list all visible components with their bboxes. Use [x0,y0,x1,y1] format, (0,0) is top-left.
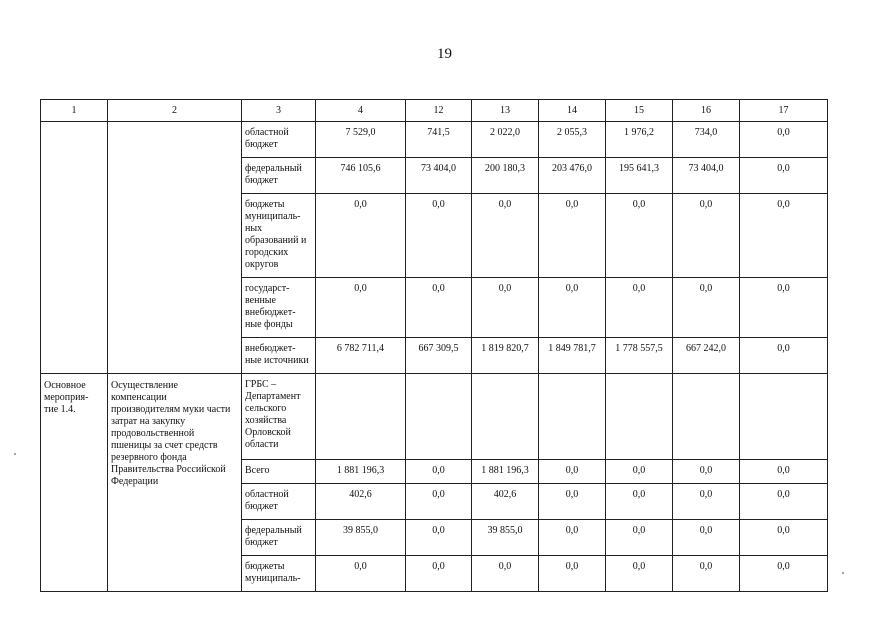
header-cell: 12 [406,100,472,122]
value-cell: 1 881 196,3 [472,460,539,484]
value-cell: 73 404,0 [406,158,472,194]
value-cell: 0,0 [606,484,673,520]
funding-source-cell: бюджеты муниципаль- [242,556,316,592]
value-cell: 0,0 [539,484,606,520]
funding-source-cell: внебюджет- ные источники [242,338,316,374]
value-cell [472,374,539,460]
value-cell: 0,0 [740,520,828,556]
value-cell: 0,0 [740,338,828,374]
value-cell: 402,6 [472,484,539,520]
header-cell: 2 [108,100,242,122]
value-cell: 0,0 [606,194,673,278]
value-cell: 195 641,3 [606,158,673,194]
value-cell: 734,0 [673,122,740,158]
header-cell: 16 [673,100,740,122]
value-cell: 0,0 [606,520,673,556]
value-cell: 0,0 [406,484,472,520]
value-cell: 0,0 [740,556,828,592]
value-cell: 667 309,5 [406,338,472,374]
value-cell: 39 855,0 [472,520,539,556]
header-cell: 13 [472,100,539,122]
value-cell: 7 529,0 [316,122,406,158]
header-cell: 14 [539,100,606,122]
value-cell: 746 105,6 [316,158,406,194]
table-row [41,374,828,460]
value-cell [539,374,606,460]
value-cell: 0,0 [406,520,472,556]
value-cell: 0,0 [740,122,828,158]
empty-cell [41,122,108,374]
table-row [41,122,828,158]
value-cell: 1 881 196,3 [316,460,406,484]
value-cell: 0,0 [406,194,472,278]
funding-source-cell: бюджеты муниципаль- ных образований и городских округов [242,194,316,278]
funding-source-cell: областной бюджет [242,484,316,520]
value-cell: 0,0 [673,484,740,520]
value-cell: 73 404,0 [673,158,740,194]
budget-table [40,99,828,592]
value-cell: 0,0 [740,278,828,338]
value-cell: 0,0 [316,556,406,592]
value-cell: 0,0 [673,556,740,592]
value-cell [316,374,406,460]
value-cell: 0,0 [606,460,673,484]
value-cell: 2 055,3 [539,122,606,158]
value-cell [740,374,828,460]
value-cell: 0,0 [673,194,740,278]
value-cell: 741,5 [406,122,472,158]
value-cell: 0,0 [472,194,539,278]
funding-source-cell: Всего [242,460,316,484]
value-cell: 0,0 [539,460,606,484]
value-cell: 6 782 711,4 [316,338,406,374]
activity-code-cell: Основное мероприя- тие 1.4. [41,374,108,592]
page-number: 19 [437,46,452,62]
activity-description-cell: Осуществление компенсации производителям муки части затрат на закупку продовольственной пшеницы за счет средств резервного фонда Правительства Российской Федерации [108,374,242,592]
value-cell: 0,0 [673,278,740,338]
value-cell: 1 819 820,7 [472,338,539,374]
value-cell: 0,0 [673,520,740,556]
scan-speck [14,453,16,455]
value-cell: 0,0 [316,278,406,338]
value-cell: 0,0 [606,278,673,338]
value-cell: 1 976,2 [606,122,673,158]
value-cell: 667 242,0 [673,338,740,374]
value-cell: 402,6 [316,484,406,520]
value-cell: 0,0 [740,158,828,194]
value-cell [673,374,740,460]
value-cell: 0,0 [606,556,673,592]
funding-source-cell: федеральный бюджет [242,520,316,556]
value-cell: 0,0 [740,484,828,520]
value-cell: 0,0 [740,460,828,484]
funding-source-cell: государст- венные внебюджет- ные фонды [242,278,316,338]
value-cell: 0,0 [406,460,472,484]
scan-speck [842,572,844,574]
value-cell: 1 849 781,7 [539,338,606,374]
value-cell: 0,0 [406,278,472,338]
value-cell: 0,0 [472,278,539,338]
funding-source-cell: областной бюджет [242,122,316,158]
value-cell: 0,0 [673,460,740,484]
header-cell: 1 [41,100,108,122]
value-cell: 39 855,0 [316,520,406,556]
value-cell: 0,0 [539,520,606,556]
value-cell: 0,0 [316,194,406,278]
value-cell: 200 180,3 [472,158,539,194]
value-cell: 1 778 557,5 [606,338,673,374]
funding-source-cell: ГРБС – Департамент сельского хозяйства Орловской области [242,374,316,460]
empty-cell [108,122,242,374]
header-cell: 17 [740,100,828,122]
value-cell: 0,0 [539,278,606,338]
value-cell: 0,0 [472,556,539,592]
funding-source-cell: федеральный бюджет [242,158,316,194]
header-row [41,100,828,122]
value-cell: 0,0 [539,194,606,278]
header-cell: 3 [242,100,316,122]
value-cell: 203 476,0 [539,158,606,194]
value-cell: 0,0 [539,556,606,592]
header-cell: 15 [606,100,673,122]
value-cell [606,374,673,460]
header-cell: 4 [316,100,406,122]
value-cell: 0,0 [740,194,828,278]
value-cell [406,374,472,460]
value-cell: 0,0 [406,556,472,592]
value-cell: 2 022,0 [472,122,539,158]
